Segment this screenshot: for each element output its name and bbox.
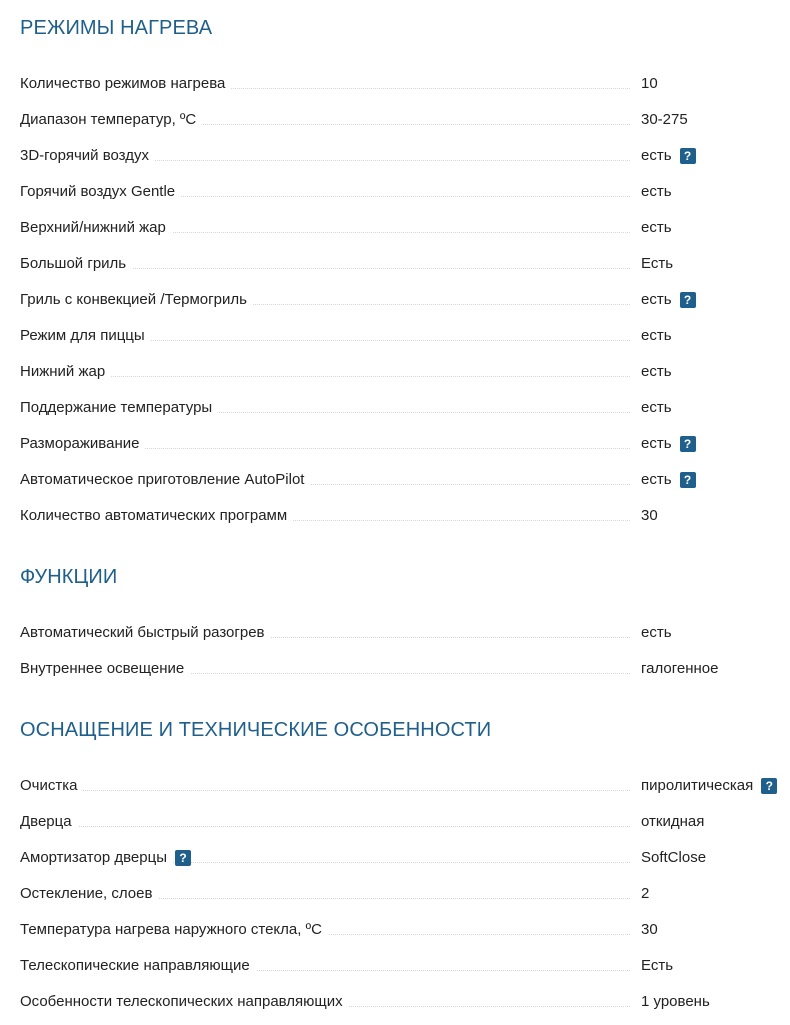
section-equipment — [20, 718, 790, 1020]
spec-row — [20, 210, 790, 246]
spec-row — [20, 390, 790, 426]
spec-value: есть — [641, 435, 672, 452]
spec-value: галогенное — [641, 660, 719, 677]
spec-value: 10 — [641, 75, 658, 92]
spec-value: Есть — [641, 957, 674, 974]
spec-list — [20, 66, 790, 534]
spec-value: 1 уровень — [641, 993, 710, 1010]
spec-value: 30 — [641, 921, 658, 938]
spec-row — [20, 174, 790, 210]
section-title: РЕЖИМЫ НАГРЕВА — [20, 17, 213, 39]
spec-value: есть — [641, 183, 672, 200]
spec-label: Размораживание — [20, 434, 145, 454]
spec-row — [20, 840, 790, 876]
spec-value: 2 — [641, 885, 650, 902]
section-title: ОСНАЩЕНИЕ И ТЕХНИЧЕСКИЕ ОСОБЕННОСТИ — [20, 719, 492, 741]
spec-label: Количество режимов нагрева — [20, 74, 231, 94]
help-icon[interactable]: ? — [761, 778, 777, 794]
spec-value: есть — [641, 471, 672, 488]
spec-row — [20, 102, 790, 138]
spec-row — [20, 768, 790, 804]
spec-row — [20, 498, 790, 534]
spec-row — [20, 318, 790, 354]
spec-label: Внутреннее освещение — [20, 659, 190, 679]
spec-label: Поддержание температуры — [20, 398, 218, 418]
spec-row — [20, 462, 790, 498]
spec-row — [20, 804, 790, 840]
spec-row — [20, 615, 790, 651]
spec-value: 30 — [641, 507, 658, 524]
spec-label: Дверца — [20, 812, 78, 832]
spec-label: Остекление, слоев — [20, 884, 158, 904]
help-icon[interactable]: ? — [680, 292, 696, 308]
spec-row — [20, 354, 790, 390]
spec-row — [20, 66, 790, 102]
spec-value: откидная — [641, 813, 705, 830]
spec-label: Автоматический быстрый разогрев — [20, 623, 271, 643]
spec-value: есть — [641, 363, 672, 380]
spec-row — [20, 876, 790, 912]
spec-label: 3D-горячий воздух — [20, 146, 155, 166]
spec-label: Температура нагрева наружного стекла, ºC — [20, 920, 328, 940]
spec-list — [20, 768, 790, 1020]
spec-row — [20, 246, 790, 282]
spec-label: Режим для пиццы — [20, 326, 151, 346]
spec-value: Есть — [641, 255, 674, 272]
spec-label: Нижний жар — [20, 362, 111, 382]
spec-value: есть — [641, 399, 672, 416]
spec-value: SoftClose — [641, 849, 707, 866]
spec-label: Большой гриль — [20, 254, 132, 274]
section-title: ФУНКЦИИ — [20, 566, 118, 588]
spec-label: Верхний/нижний жар — [20, 218, 172, 238]
spec-value: есть — [641, 219, 672, 236]
spec-value: есть — [641, 624, 672, 641]
spec-label: Особенности телескопических направляющих — [20, 992, 349, 1012]
spec-label: Телескопические направляющие — [20, 956, 256, 976]
spec-row — [20, 426, 790, 462]
spec-value: есть — [641, 291, 672, 308]
spec-label: Диапазон температур, ºC — [20, 110, 202, 130]
spec-label: Количество автоматических программ — [20, 506, 293, 526]
spec-label: Горячий воздух Gentle — [20, 182, 181, 202]
section-heating-modes — [20, 16, 790, 534]
spec-row — [20, 912, 790, 948]
spec-label: Гриль с конвекцией /Термогриль — [20, 290, 253, 310]
spec-value: есть — [641, 327, 672, 344]
spec-label: Амортизатор дверцы — [20, 848, 173, 868]
spec-row — [20, 984, 790, 1020]
spec-row — [20, 651, 790, 687]
help-icon[interactable]: ? — [680, 472, 696, 488]
spec-value: пиролитическая — [641, 777, 754, 794]
help-icon[interactable]: ? — [680, 148, 696, 164]
section-functions — [20, 565, 790, 687]
help-icon[interactable]: ? — [680, 436, 696, 452]
spec-value: 30-275 — [641, 111, 688, 128]
spec-row — [20, 282, 790, 318]
spec-row — [20, 138, 790, 174]
help-icon[interactable]: ? — [175, 850, 191, 866]
spec-row — [20, 948, 790, 984]
spec-list — [20, 615, 790, 687]
spec-label: Автоматическое приготовление AutoPilot — [20, 470, 310, 490]
spec-label: Очистка — [20, 776, 83, 796]
spec-value: есть — [641, 147, 672, 164]
